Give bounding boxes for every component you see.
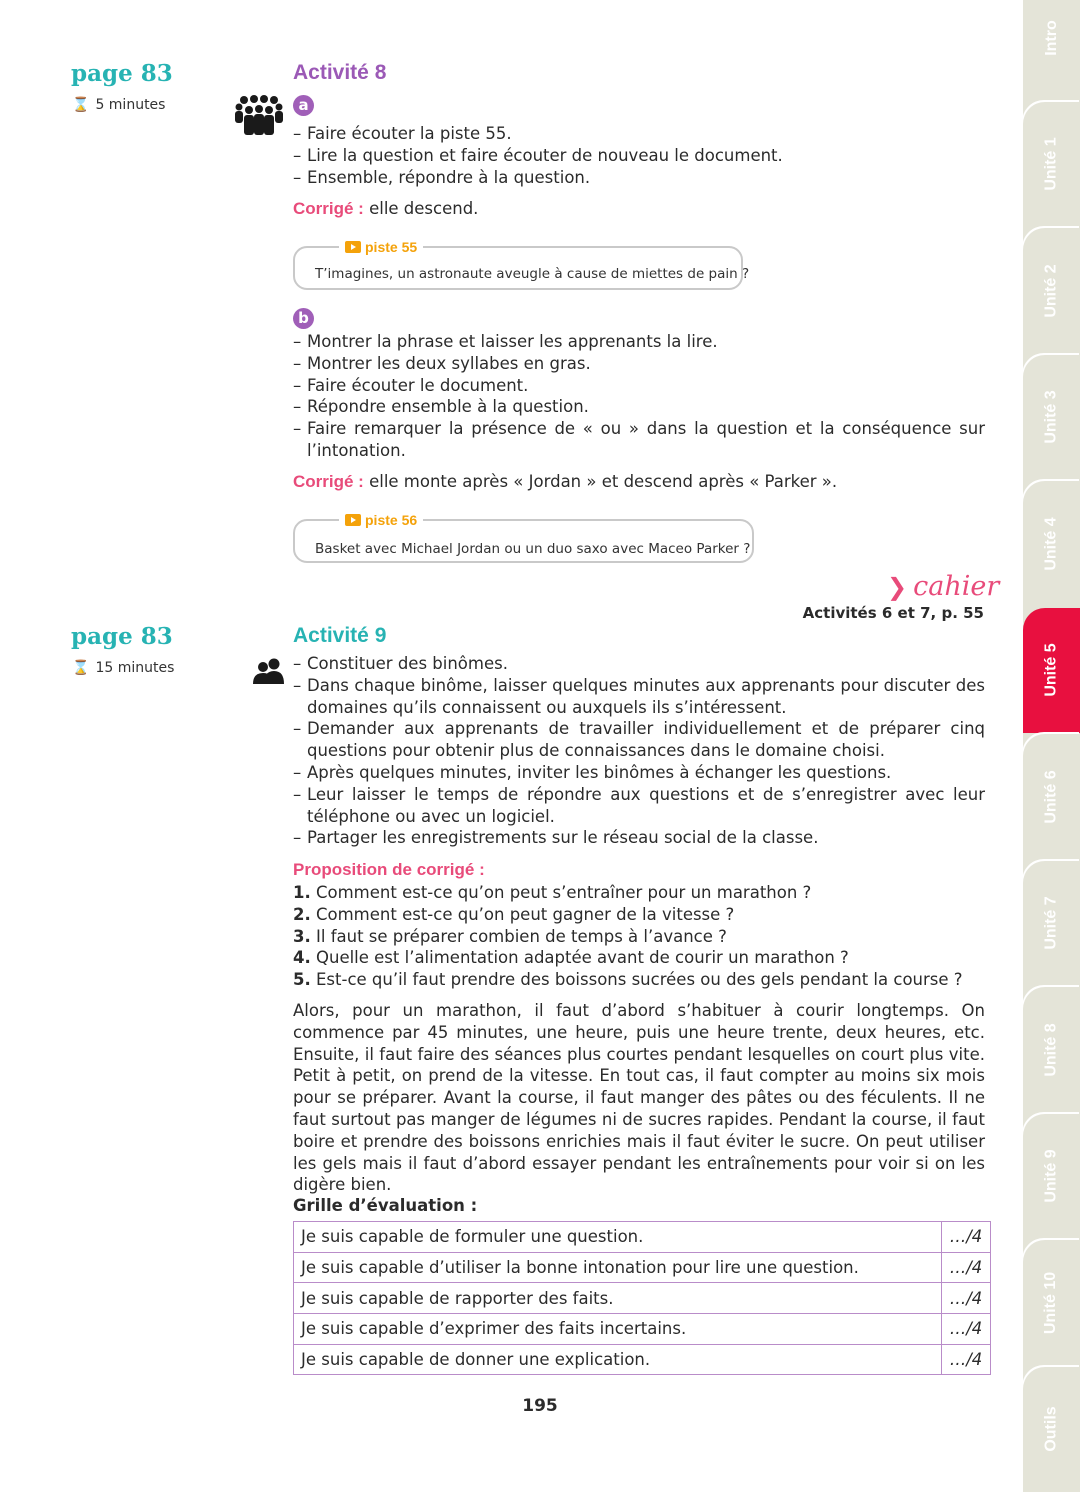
- unit-tabs: [1023, 0, 1080, 1465]
- duration-act8: [72, 97, 165, 113]
- correction-text: elle monte après « Jordan » et descend après « Parker ».: [363, 472, 838, 491]
- list-item: [293, 904, 985, 926]
- badge-a: a: [293, 95, 314, 116]
- activity-8-title: Activité 8: [293, 61, 387, 84]
- question-number: 3.: [293, 926, 311, 946]
- tab-label: Unité 7: [1042, 896, 1060, 950]
- evaluation-grid: [293, 1221, 991, 1375]
- audio-box-56: [293, 512, 754, 563]
- act8-a-correction: [293, 199, 478, 219]
- act8-b-correction: [293, 472, 837, 492]
- list-item: [293, 969, 985, 991]
- list-item: – Après quelques minutes, inviter les binômes à échanger les questions.: [293, 762, 985, 784]
- question-number: 2.: [293, 904, 311, 924]
- tab-unite-3[interactable]: [1023, 355, 1080, 480]
- activity-9-title: Activité 9: [293, 624, 387, 647]
- list-item: – Montrer les deux syllabes en gras.: [293, 353, 985, 375]
- tab-outils[interactable]: [1023, 1367, 1080, 1492]
- score: …/4: [942, 1314, 991, 1345]
- correction-text: elle descend.: [363, 199, 479, 218]
- tab-unite-6[interactable]: [1023, 734, 1080, 859]
- pair-icon: [253, 658, 285, 684]
- cahier-label: cahier: [913, 571, 1000, 602]
- proposition-label-text: Proposition de corrigé :: [293, 860, 485, 879]
- duration-text: 5 minutes: [95, 97, 166, 113]
- audio-transcript: T’imagines, un astronaute aveugle à cause de miettes de pain ?: [315, 266, 750, 282]
- tab-unite-7[interactable]: [1023, 861, 1080, 986]
- cahier-link[interactable]: [887, 571, 999, 602]
- tab-label: Unité 4: [1042, 516, 1060, 571]
- page-ref-act9: page 83: [71, 623, 173, 650]
- chevron-right-icon: ❯: [887, 572, 908, 601]
- page-number: 195: [522, 1396, 558, 1416]
- tab-label: Unité 9: [1042, 1149, 1060, 1203]
- criterion: Je suis capable de rapporter des faits.: [294, 1283, 942, 1314]
- list-item: – Montrer la phrase et laisser les apprenants la lire.: [293, 331, 985, 353]
- tab-label: Unité 10: [1042, 1271, 1060, 1334]
- score: …/4: [942, 1252, 991, 1283]
- list-item: – Faire écouter la piste 55.: [293, 123, 985, 145]
- tab-label: Unité 8: [1042, 1022, 1060, 1077]
- list-item: – Dans chaque binôme, laisser quelques minutes aux apprenants pour discuter des domaines qu’ils connaissent ou auxquels ils s’intéressent.: [293, 675, 985, 719]
- list-item: – Constituer des binômes.: [293, 653, 985, 675]
- question-number: 1.: [293, 883, 311, 902]
- audio-transcript: Basket avec Michael Jordan ou un duo saxo avec Maceo Parker ?: [315, 541, 751, 557]
- correction-label: Corrigé :: [293, 199, 364, 218]
- tab-label: Outils: [1042, 1406, 1060, 1452]
- list-item: – Partager les enregistrements sur le réseau social de la classe.: [293, 827, 985, 849]
- audio-label[interactable]: [339, 512, 423, 528]
- tab-unite-10[interactable]: [1023, 1240, 1080, 1365]
- table-row: [294, 1344, 991, 1375]
- play-icon[interactable]: [345, 514, 361, 526]
- list-item: [293, 882, 985, 904]
- proposition-label: [293, 860, 485, 880]
- audio-label[interactable]: [339, 239, 423, 255]
- hourglass-icon: ⌛: [72, 97, 90, 113]
- tab-unite-1[interactable]: [1023, 102, 1080, 227]
- list-item: – Faire remarquer la présence de « ou » dans la question et la conséquence sur l’intonation.: [293, 418, 985, 462]
- list-item: – Répondre ensemble à la question.: [293, 396, 985, 418]
- list-item: [293, 926, 985, 948]
- tab-unite-2[interactable]: [1023, 228, 1080, 353]
- list-item: – Ensemble, répondre à la question.: [293, 167, 985, 189]
- criterion: Je suis capable d’exprimer des faits incertains.: [294, 1314, 942, 1345]
- tab-label: Unité 3: [1042, 390, 1060, 444]
- cahier-ref: Activités 6 et 7, p. 55: [802, 604, 984, 622]
- tab-unite-5[interactable]: [1023, 608, 1080, 733]
- list-item: – Faire écouter le document.: [293, 375, 985, 397]
- audio-label-text: piste 56: [365, 512, 418, 528]
- table-row: [294, 1314, 991, 1345]
- tab-unite-4[interactable]: [1023, 481, 1080, 606]
- act8-b-steps: [293, 331, 985, 462]
- list-item: – Demander aux apprenants de travailler individuellement et de préparer cinq questions pour obtenir plus de connaissances dans le domaine choisi.: [293, 718, 985, 762]
- criterion: Je suis capable de donner une explication.: [294, 1344, 942, 1375]
- tab-label: Intro: [1042, 19, 1060, 56]
- list-item: – Lire la question et faire écouter de nouveau le document.: [293, 145, 985, 167]
- grid-title: Grille d’évaluation :: [293, 1196, 478, 1215]
- tab-label: Unité 5: [1042, 643, 1060, 697]
- table-row: [294, 1252, 991, 1283]
- tab-label: Unité 2: [1042, 263, 1060, 318]
- answer-paragraph: Alors, pour un marathon, il faut d’abord s’habituer à courir longtemps. On commence par 45 minutes, une heure, puis une heure trente, deux heures, etc. Ensuite, il faut faire des séances plus courtes pendant lesquelles on court plus vite. Petit à petit, on prend de la vitesse. En tout cas, il faut compter au moins six mois pour se préparer. Avant la course, il faut manger des pâtes ou des féculents. Il ne faut surtout pas manger de légumes ni de sucres rapides. Pendant la course, il faut boire et prendre des boissons enrichies mais il faut éviter le sucre. On peut utiliser les gels mais il faut d’abord essayer pendant les entraînements pour voir si on les digère bien.: [293, 1001, 985, 1195]
- tab-unite-8[interactable]: [1023, 987, 1080, 1112]
- question-number: 4.: [293, 948, 311, 968]
- tab-intro[interactable]: [1023, 0, 1080, 100]
- act8-a-steps: [293, 123, 985, 188]
- criterion: Je suis capable de formuler une question.: [294, 1222, 942, 1253]
- act9-steps: [293, 653, 985, 849]
- score: …/4: [942, 1283, 991, 1314]
- question-text: Est-ce qu’il faut prendre des boissons sucrées ou des gels pendant la course ?: [310, 970, 963, 990]
- list-item: [293, 947, 985, 969]
- table-row: [294, 1222, 991, 1253]
- correction-label: Corrigé :: [293, 472, 364, 491]
- question-text: Comment est-ce qu’on peut gagner de la vitesse ?: [310, 904, 735, 924]
- audio-box-55: [293, 239, 750, 290]
- tab-label: Unité 1: [1042, 137, 1060, 191]
- question-number: 5.: [293, 970, 311, 990]
- question-text: Comment est-ce qu’on peut s’entraîner pour un marathon ?: [310, 883, 812, 902]
- hourglass-icon: ⌛: [72, 660, 90, 676]
- table-row: [294, 1283, 991, 1314]
- proposition-questions: [293, 882, 985, 991]
- group-icon: [235, 94, 283, 136]
- page-ref-act8: page 83: [71, 60, 173, 87]
- question-text: Il faut se préparer combien de temps à l’avance ?: [310, 926, 727, 946]
- play-icon[interactable]: [345, 241, 361, 253]
- audio-label-text: piste 55: [365, 239, 418, 255]
- duration-act9: [72, 660, 174, 676]
- badge-b: b: [293, 308, 314, 329]
- score: …/4: [942, 1344, 991, 1375]
- tab-unite-9[interactable]: [1023, 1114, 1080, 1239]
- criterion: Je suis capable d’utiliser la bonne intonation pour lire une question.: [294, 1252, 942, 1283]
- score: …/4: [942, 1222, 991, 1253]
- list-item: – Leur laisser le temps de répondre aux questions et de s’enregistrer avec leur téléphone ou avec un logiciel.: [293, 784, 985, 828]
- duration-text: 15 minutes: [95, 660, 175, 676]
- tab-label: Unité 6: [1042, 769, 1060, 824]
- question-text: Quelle est l’alimentation adaptée avant de courir un marathon ?: [310, 948, 849, 968]
